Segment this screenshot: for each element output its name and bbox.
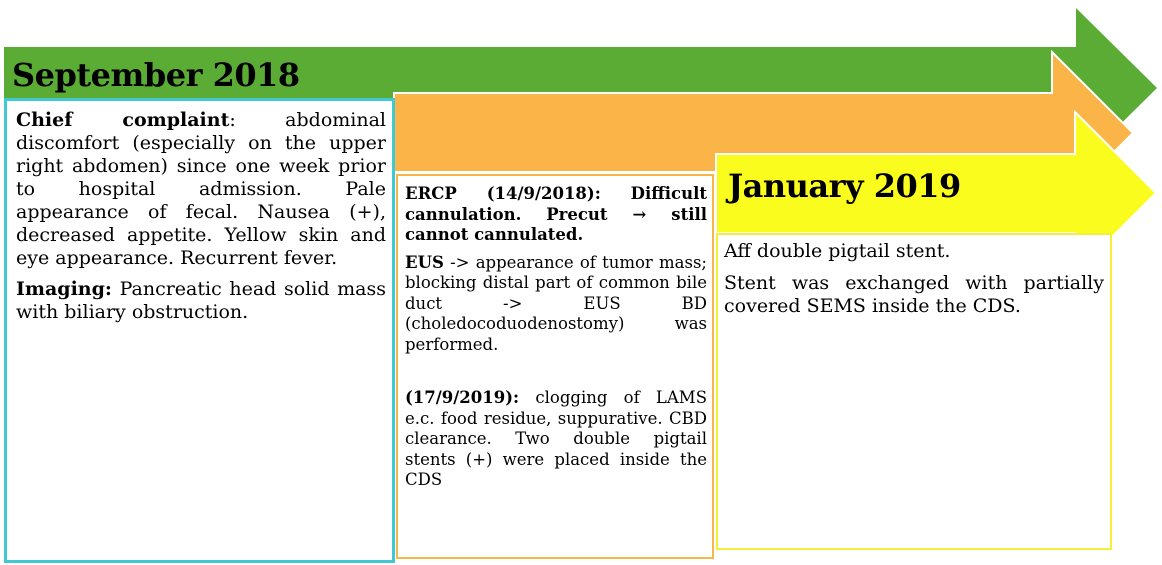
chief-complaint-paragraph bbox=[16, 109, 386, 270]
eus-text: -> appearance of tumor mass; blocking distal part of common bile duct -> EUS BD (choledocoduodenostomy) was performed. bbox=[405, 252, 707, 354]
followup-label: (17/9/2019): bbox=[405, 388, 520, 407]
outcome-line-1: Aff double pigtail stent. bbox=[724, 240, 951, 262]
outcome-line-2: Stent was exchanged with partially covered SEMS inside the CDS. bbox=[724, 272, 1104, 317]
chief-complaint-text: : abdominal discomfort (especially on the upper right abdomen) since one week prior to hospital admission. Pale appearance of fecal. Nausea (+), decreased appetite. Yellow skin and eye appearance. Recurrent fever. bbox=[16, 109, 386, 269]
imaging-label: Imaging: bbox=[16, 278, 112, 300]
chief-complaint-label: Chief complaint bbox=[16, 109, 230, 131]
eus-paragraph bbox=[405, 253, 707, 356]
imaging-paragraph bbox=[16, 278, 386, 324]
imaging-text: Pancreatic head solid mass with biliary obstruction. bbox=[16, 278, 386, 323]
start-date-title: September 2018 bbox=[12, 56, 300, 94]
ercp-paragraph bbox=[405, 184, 707, 246]
spacer bbox=[405, 362, 707, 388]
outcome-box bbox=[716, 233, 1112, 550]
followup-text: clogging of LAMS e.c. food residue, suppurative. CBD clearance. Two double pigtail stents (+) were placed inside the CDS bbox=[405, 388, 707, 489]
followup-paragraph bbox=[405, 388, 707, 491]
clinical-presentation-box bbox=[4, 98, 395, 563]
end-date-title: January 2019 bbox=[728, 167, 961, 205]
eus-label: EUS bbox=[405, 252, 444, 272]
procedures-box bbox=[396, 174, 714, 559]
ercp-text: ERCP (14/9/2018): Difficult cannulation. Precut → still cannot cannulated. bbox=[405, 184, 707, 244]
